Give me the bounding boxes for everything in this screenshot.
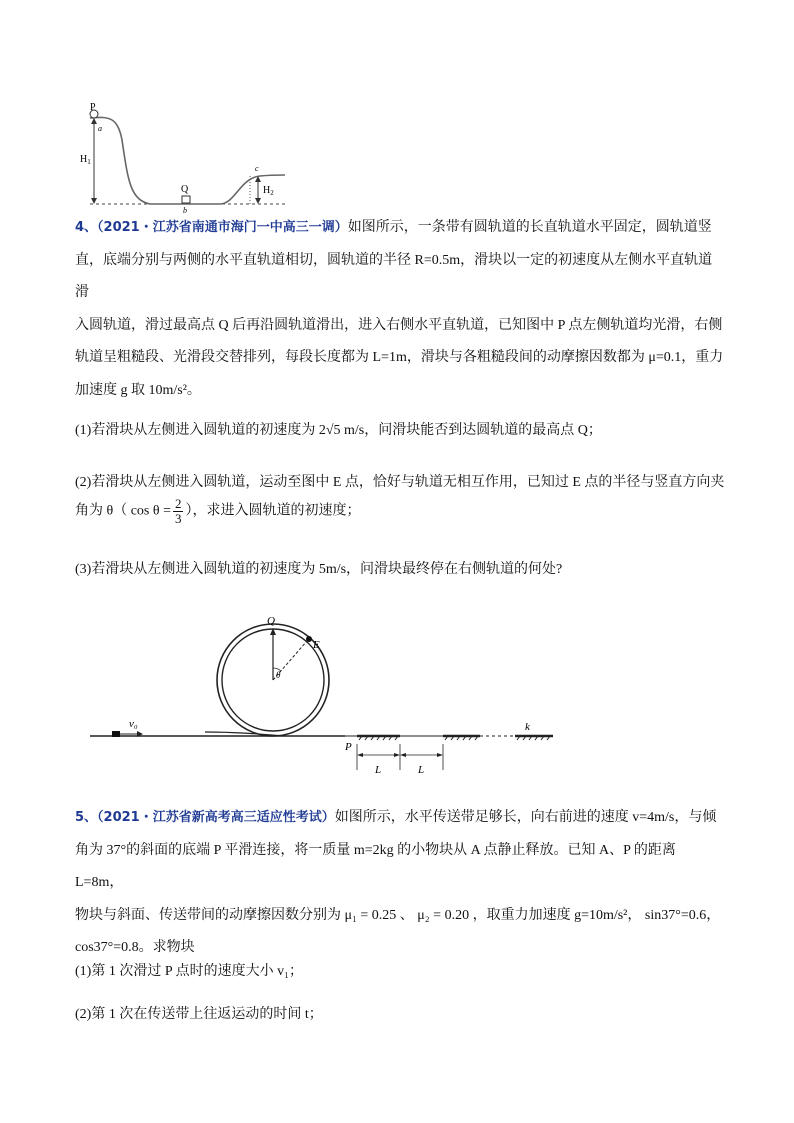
fig1-label-p: P [90, 102, 96, 113]
fig2-label-theta: θ [276, 670, 281, 680]
l-dim-2-head-left [400, 753, 406, 757]
fig1-label-h2: $H_2$ [263, 185, 274, 197]
h1-arrow-head-bottom [91, 198, 97, 204]
rough-segment-1 [357, 736, 400, 740]
q4-part-2-text-a: 角为 θ（ cos θ = [75, 503, 171, 519]
fig2-label-v0: v₀ [129, 718, 138, 730]
q4-stem-line-2: 直，底端分别与两侧的水平直轨道相切，圆轨道的半径 R=0.5m，滑块以一定的初速度从左侧水平直轨道滑 [75, 252, 713, 300]
q5-stem-line-4: cos37°=0.8。求物块 [75, 940, 195, 955]
cos-fraction-numerator: 2 [174, 496, 182, 511]
q5-part-1: (1)第 1 次滑过 P 点时的速度大小 v₁； [75, 964, 303, 979]
fig2-label-l1: L [375, 764, 382, 776]
q5-stem-line-3: 物块与斜面、传送带间的动摩擦因数分别为 μ₁ = 0.25 、 μ₂ = 0.20 ，取重力加速度 g=10m/s²， sin37°=0.6， [75, 907, 721, 923]
fig2-label-q: Q [267, 615, 275, 627]
h1-arrow-head-top [91, 118, 97, 124]
q5-stem-line-1: 如图所示，水平传送带足够长，向右前进的速度 v=4m/s，与倾 [334, 810, 717, 825]
q4-part-3: (3)若滑块从左侧进入圆轨道的初速度为 5m/s，问滑块最终停在右侧轨道的何处? [75, 562, 563, 577]
fig1-label-b: b [183, 206, 187, 215]
q4-part-2-line-2 [75, 497, 360, 526]
question-5-stem [75, 802, 725, 965]
q4-source: （2021・江苏省南通市海门一中高三一调） [97, 220, 348, 235]
rough-segment-2 [443, 736, 480, 740]
fig1-label-a: a [98, 124, 102, 133]
q5-source: （2021・江苏省新高考高三适应性考试） [97, 810, 335, 825]
q4-part-2-line-1: (2)若滑块从左侧进入圆轨道，运动至图中 E 点，恰好与轨道无相互作用，已知过 E 点的半径与竖直方向夹 [75, 475, 725, 490]
q5-part-2: (2)第 1 次在传送带上往返运动的时间 t； [75, 1007, 323, 1022]
figure-track-profile [80, 100, 290, 215]
cos-fraction-denominator: 3 [174, 511, 182, 526]
q4-stem-line-3: 入圆轨道，滑过最高点 Q 后再沿圆轨道滑出，进入右侧水平直轨道，已知图中 P 点左侧轨道均光滑，右侧 [75, 317, 723, 333]
h2-arrow-head-bottom [255, 198, 261, 204]
block-q [182, 196, 190, 203]
question-4-stem [75, 212, 725, 407]
l-dim-1-head-left [357, 753, 363, 757]
figure-loop-track [85, 610, 565, 780]
l-dim-1-head-right [394, 753, 400, 757]
q4-stem-line-4: 轨道呈粗糙段、光滑段交替排列，每段长度都为 L=1m，滑块与各粗糙段间的动摩擦因数都为 μ=0.1，重力 [75, 350, 724, 365]
q4-number: 4、 [75, 220, 98, 235]
q5-number: 5、 [75, 810, 98, 825]
fig2-label-k: k [525, 721, 530, 733]
fig2-label-p: P [345, 741, 352, 753]
fig2-label-l2: L [418, 764, 425, 776]
slider-block [112, 731, 120, 737]
q5-stem-line-2: 角为 37°的斜面的底端 P 平滑连接，将一质量 m=2kg 的小物块从 A 点静止释放。已知 A、P 的距离 L=8m， [75, 842, 676, 890]
l-dim-2-head-right [437, 753, 443, 757]
q4-stem-line-1: 如图所示，一条带有圆轨道的长直轨道水平固定，圆轨道竖 [347, 220, 712, 235]
fig1-label-h1: $H_1$ [80, 154, 91, 166]
cos-fraction [173, 497, 184, 526]
point-e [306, 636, 312, 642]
fig1-label-q: Q [181, 184, 189, 195]
rough-segment-k [515, 736, 553, 740]
q4-part-1: (1)若滑块从左侧进入圆轨道的初速度为 2√5 m/s，问滑块能否到达圆轨道的最高点 Q； [75, 423, 602, 438]
q4-stem-line-5: 加速度 g 取 10m/s²。 [75, 382, 201, 398]
fig1-label-c: c [255, 164, 259, 173]
q4-part-2-text-b: ），求进入圆轨道的初速度； [185, 503, 361, 519]
fig2-label-e: E [313, 639, 320, 651]
